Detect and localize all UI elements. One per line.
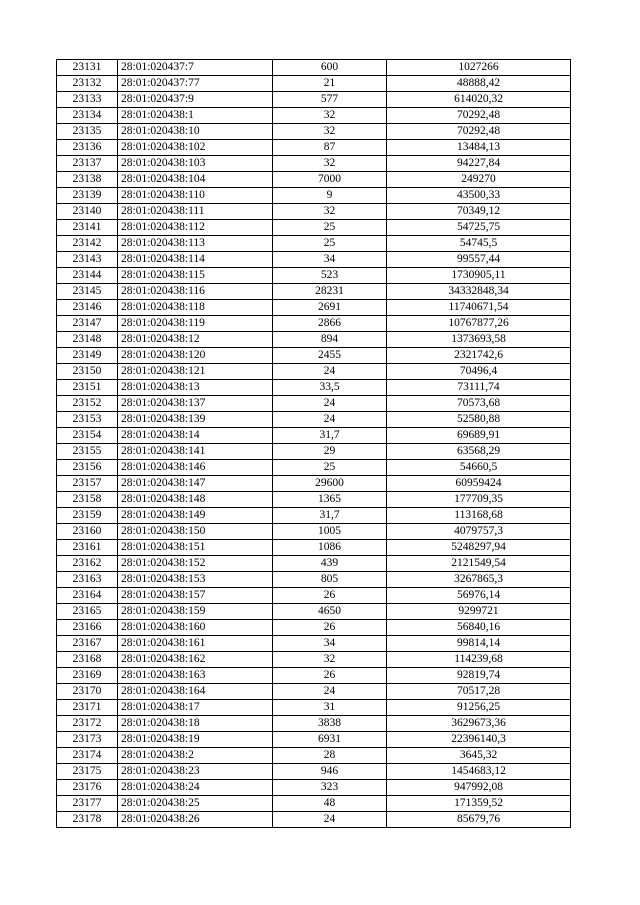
- cadastral-number-cell: 28:01:020438:115: [118, 268, 273, 284]
- table-row: [57, 332, 571, 348]
- row-number-cell: 23132: [57, 76, 118, 92]
- table-row: [57, 508, 571, 524]
- cadastral-value-cell: 947992,08: [387, 780, 571, 796]
- row-number-cell: 23169: [57, 668, 118, 684]
- row-number-cell: 23146: [57, 300, 118, 316]
- cadastral-value-cell: 48888,42: [387, 76, 571, 92]
- row-number-cell: 23162: [57, 556, 118, 572]
- cadastral-value-cell: 56976,14: [387, 588, 571, 604]
- row-number-cell: 23159: [57, 508, 118, 524]
- cadastral-value-cell: 10767877,26: [387, 316, 571, 332]
- area-cell: 29: [273, 444, 387, 460]
- cadastral-value-cell: 60959424: [387, 476, 571, 492]
- table-row: [57, 92, 571, 108]
- cadastral-number-cell: 28:01:020438:113: [118, 236, 273, 252]
- area-cell: 32: [273, 204, 387, 220]
- table-row: [57, 492, 571, 508]
- row-number-cell: 23137: [57, 156, 118, 172]
- row-number-cell: 23144: [57, 268, 118, 284]
- table-row: [57, 524, 571, 540]
- table-row: [57, 412, 571, 428]
- table-row: [57, 668, 571, 684]
- row-number-cell: 23167: [57, 636, 118, 652]
- table-row: [57, 812, 571, 828]
- row-number-cell: 23165: [57, 604, 118, 620]
- cadastral-value-cell: 34332848,34: [387, 284, 571, 300]
- table-row: [57, 380, 571, 396]
- cadastral-number-cell: 28:01:020438:149: [118, 508, 273, 524]
- table-row: [57, 556, 571, 572]
- row-number-cell: 23140: [57, 204, 118, 220]
- cadastral-value-cell: 9299721: [387, 604, 571, 620]
- cadastral-number-cell: 28:01:020438:2: [118, 748, 273, 764]
- row-number-cell: 23172: [57, 716, 118, 732]
- cadastral-value-cell: 614020,32: [387, 92, 571, 108]
- row-number-cell: 23163: [57, 572, 118, 588]
- table-row: [57, 636, 571, 652]
- cadastral-number-cell: 28:01:020438:111: [118, 204, 273, 220]
- cadastral-value-cell: 249270: [387, 172, 571, 188]
- table-row: [57, 348, 571, 364]
- cadastral-value-cell: 70573,68: [387, 396, 571, 412]
- area-cell: 24: [273, 684, 387, 700]
- area-cell: 4650: [273, 604, 387, 620]
- table-row: [57, 428, 571, 444]
- row-number-cell: 23134: [57, 108, 118, 124]
- area-cell: 28: [273, 748, 387, 764]
- row-number-cell: 23160: [57, 524, 118, 540]
- row-number-cell: 23147: [57, 316, 118, 332]
- table-row: [57, 140, 571, 156]
- table-row: [57, 396, 571, 412]
- table-row: [57, 476, 571, 492]
- cadastral-value-cell: 70349,12: [387, 204, 571, 220]
- area-cell: 25: [273, 460, 387, 476]
- area-cell: 600: [273, 60, 387, 76]
- cadastral-number-cell: 28:01:020438:163: [118, 668, 273, 684]
- table-row: [57, 604, 571, 620]
- cadastral-number-cell: 28:01:020438:141: [118, 444, 273, 460]
- row-number-cell: 23151: [57, 380, 118, 396]
- area-cell: 31,7: [273, 428, 387, 444]
- cadastral-number-cell: 28:01:020438:162: [118, 652, 273, 668]
- table-row: [57, 316, 571, 332]
- table-row: [57, 764, 571, 780]
- cadastral-number-cell: 28:01:020438:14: [118, 428, 273, 444]
- table-row: [57, 684, 571, 700]
- row-number-cell: 23133: [57, 92, 118, 108]
- row-number-cell: 23177: [57, 796, 118, 812]
- area-cell: 577: [273, 92, 387, 108]
- area-cell: 2455: [273, 348, 387, 364]
- cadastral-number-cell: 28:01:020438:12: [118, 332, 273, 348]
- table-row: [57, 796, 571, 812]
- area-cell: 32: [273, 652, 387, 668]
- area-cell: 32: [273, 124, 387, 140]
- table-row: [57, 732, 571, 748]
- cadastral-number-cell: 28:01:020438:161: [118, 636, 273, 652]
- area-cell: 24: [273, 812, 387, 828]
- cadastral-value-cell: 73111,74: [387, 380, 571, 396]
- row-number-cell: 23164: [57, 588, 118, 604]
- table-row: [57, 652, 571, 668]
- area-cell: 31,7: [273, 508, 387, 524]
- cadastral-number-cell: 28:01:020438:13: [118, 380, 273, 396]
- cadastral-number-cell: 28:01:020438:160: [118, 620, 273, 636]
- table-row: [57, 252, 571, 268]
- cadastral-value-cell: 13484,13: [387, 140, 571, 156]
- cadastral-number-cell: 28:01:020438:103: [118, 156, 273, 172]
- table-row: [57, 300, 571, 316]
- row-number-cell: 23148: [57, 332, 118, 348]
- area-cell: 34: [273, 636, 387, 652]
- cadastral-number-cell: 28:01:020438:25: [118, 796, 273, 812]
- row-number-cell: 23156: [57, 460, 118, 476]
- cadastral-value-cell: 1454683,12: [387, 764, 571, 780]
- row-number-cell: 23158: [57, 492, 118, 508]
- table-row: [57, 716, 571, 732]
- cadastral-value-cell: 70292,48: [387, 124, 571, 140]
- table-row: [57, 572, 571, 588]
- cadastral-value-cell: 92819,74: [387, 668, 571, 684]
- row-number-cell: 23145: [57, 284, 118, 300]
- cadastral-value-cell: 91256,25: [387, 700, 571, 716]
- row-number-cell: 23138: [57, 172, 118, 188]
- area-cell: 946: [273, 764, 387, 780]
- area-cell: 29600: [273, 476, 387, 492]
- area-cell: 894: [273, 332, 387, 348]
- cadastral-value-table: [56, 59, 571, 828]
- cadastral-number-cell: 28:01:020438:148: [118, 492, 273, 508]
- table-row: [57, 124, 571, 140]
- cadastral-value-cell: 43500,33: [387, 188, 571, 204]
- cadastral-number-cell: 28:01:020438:116: [118, 284, 273, 300]
- cadastral-number-cell: 28:01:020438:157: [118, 588, 273, 604]
- cadastral-value-cell: 69689,91: [387, 428, 571, 444]
- area-cell: 34: [273, 252, 387, 268]
- cadastral-value-cell: 171359,52: [387, 796, 571, 812]
- cadastral-value-cell: 11740671,54: [387, 300, 571, 316]
- area-cell: 24: [273, 412, 387, 428]
- table-row: [57, 748, 571, 764]
- cadastral-number-cell: 28:01:020437:9: [118, 92, 273, 108]
- row-number-cell: 23166: [57, 620, 118, 636]
- cadastral-value-cell: 52580,88: [387, 412, 571, 428]
- area-cell: 26: [273, 668, 387, 684]
- cadastral-number-cell: 28:01:020438:26: [118, 812, 273, 828]
- row-number-cell: 23152: [57, 396, 118, 412]
- row-number-cell: 23174: [57, 748, 118, 764]
- cadastral-number-cell: 28:01:020438:10: [118, 124, 273, 140]
- row-number-cell: 23157: [57, 476, 118, 492]
- area-cell: 21: [273, 76, 387, 92]
- row-number-cell: 23155: [57, 444, 118, 460]
- cadastral-number-cell: 28:01:020438:17: [118, 700, 273, 716]
- cadastral-value-cell: 99557,44: [387, 252, 571, 268]
- row-number-cell: 23178: [57, 812, 118, 828]
- cadastral-number-cell: 28:01:020438:146: [118, 460, 273, 476]
- area-cell: 439: [273, 556, 387, 572]
- cadastral-number-cell: 28:01:020438:120: [118, 348, 273, 364]
- area-cell: 1005: [273, 524, 387, 540]
- cadastral-number-cell: 28:01:020438:153: [118, 572, 273, 588]
- cadastral-value-cell: 3629673,36: [387, 716, 571, 732]
- cadastral-number-cell: 28:01:020437:7: [118, 60, 273, 76]
- cadastral-number-cell: 28:01:020438:118: [118, 300, 273, 316]
- area-cell: 26: [273, 588, 387, 604]
- table-row: [57, 444, 571, 460]
- cadastral-value-cell: 1373693,58: [387, 332, 571, 348]
- area-cell: 31: [273, 700, 387, 716]
- row-number-cell: 23149: [57, 348, 118, 364]
- table-row: [57, 172, 571, 188]
- cadastral-number-cell: 28:01:020438:150: [118, 524, 273, 540]
- row-number-cell: 23176: [57, 780, 118, 796]
- table-row: [57, 220, 571, 236]
- cadastral-number-cell: 28:01:020438:102: [118, 140, 273, 156]
- table-row: [57, 588, 571, 604]
- cadastral-value-cell: 177709,35: [387, 492, 571, 508]
- cadastral-value-cell: 54745,5: [387, 236, 571, 252]
- table-row: [57, 236, 571, 252]
- row-number-cell: 23136: [57, 140, 118, 156]
- row-number-cell: 23171: [57, 700, 118, 716]
- area-cell: 33,5: [273, 380, 387, 396]
- area-cell: 3838: [273, 716, 387, 732]
- cadastral-number-cell: 28:01:020438:152: [118, 556, 273, 572]
- table-row: [57, 620, 571, 636]
- cadastral-value-cell: 56840,16: [387, 620, 571, 636]
- cadastral-number-cell: 28:01:020438:121: [118, 364, 273, 380]
- table-row: [57, 204, 571, 220]
- cadastral-value-cell: 2321742,6: [387, 348, 571, 364]
- area-cell: 1086: [273, 540, 387, 556]
- table-row: [57, 60, 571, 76]
- row-number-cell: 23153: [57, 412, 118, 428]
- cadastral-number-cell: 28:01:020438:1: [118, 108, 273, 124]
- cadastral-number-cell: 28:01:020438:119: [118, 316, 273, 332]
- table-row: [57, 364, 571, 380]
- area-cell: 25: [273, 220, 387, 236]
- row-number-cell: 23143: [57, 252, 118, 268]
- table-row: [57, 156, 571, 172]
- area-cell: 1365: [273, 492, 387, 508]
- cadastral-number-cell: 28:01:020437:77: [118, 76, 273, 92]
- cadastral-value-cell: 70517,28: [387, 684, 571, 700]
- cadastral-number-cell: 28:01:020438:104: [118, 172, 273, 188]
- table-row: [57, 700, 571, 716]
- cadastral-number-cell: 28:01:020438:114: [118, 252, 273, 268]
- row-number-cell: 23173: [57, 732, 118, 748]
- cadastral-value-cell: 3645,32: [387, 748, 571, 764]
- cadastral-value-cell: 54725,75: [387, 220, 571, 236]
- cadastral-number-cell: 28:01:020438:19: [118, 732, 273, 748]
- area-cell: 32: [273, 108, 387, 124]
- cadastral-number-cell: 28:01:020438:18: [118, 716, 273, 732]
- area-cell: 25: [273, 236, 387, 252]
- cadastral-number-cell: 28:01:020438:110: [118, 188, 273, 204]
- table-body: [57, 60, 571, 828]
- row-number-cell: 23139: [57, 188, 118, 204]
- area-cell: 323: [273, 780, 387, 796]
- cadastral-value-cell: 1730905,11: [387, 268, 571, 284]
- table-row: [57, 540, 571, 556]
- row-number-cell: 23161: [57, 540, 118, 556]
- area-cell: 87: [273, 140, 387, 156]
- row-number-cell: 23135: [57, 124, 118, 140]
- row-number-cell: 23175: [57, 764, 118, 780]
- cadastral-value-cell: 3267865,3: [387, 572, 571, 588]
- area-cell: 48: [273, 796, 387, 812]
- row-number-cell: 23154: [57, 428, 118, 444]
- table-row: [57, 76, 571, 92]
- area-cell: 32: [273, 156, 387, 172]
- table-row: [57, 460, 571, 476]
- cadastral-value-cell: 94227,84: [387, 156, 571, 172]
- cadastral-value-cell: 4079757,3: [387, 524, 571, 540]
- cadastral-number-cell: 28:01:020438:24: [118, 780, 273, 796]
- cadastral-value-cell: 2121549,54: [387, 556, 571, 572]
- row-number-cell: 23142: [57, 236, 118, 252]
- cadastral-number-cell: 28:01:020438:151: [118, 540, 273, 556]
- cadastral-value-cell: 70496,4: [387, 364, 571, 380]
- cadastral-value-cell: 54660,5: [387, 460, 571, 476]
- cadastral-value-cell: 85679,76: [387, 812, 571, 828]
- row-number-cell: 23170: [57, 684, 118, 700]
- area-cell: 24: [273, 364, 387, 380]
- cadastral-value-cell: 22396140,3: [387, 732, 571, 748]
- table-row: [57, 284, 571, 300]
- cadastral-number-cell: 28:01:020438:137: [118, 396, 273, 412]
- area-cell: 805: [273, 572, 387, 588]
- cadastral-value-cell: 113168,68: [387, 508, 571, 524]
- cadastral-number-cell: 28:01:020438:139: [118, 412, 273, 428]
- area-cell: 523: [273, 268, 387, 284]
- area-cell: 24: [273, 396, 387, 412]
- area-cell: 28231: [273, 284, 387, 300]
- cadastral-value-cell: 99814,14: [387, 636, 571, 652]
- row-number-cell: 23141: [57, 220, 118, 236]
- cadastral-value-cell: 1027266: [387, 60, 571, 76]
- area-cell: 26: [273, 620, 387, 636]
- table-row: [57, 780, 571, 796]
- cadastral-number-cell: 28:01:020438:112: [118, 220, 273, 236]
- row-number-cell: 23168: [57, 652, 118, 668]
- cadastral-number-cell: 28:01:020438:159: [118, 604, 273, 620]
- area-cell: 9: [273, 188, 387, 204]
- row-number-cell: 23131: [57, 60, 118, 76]
- area-cell: 6931: [273, 732, 387, 748]
- area-cell: 2866: [273, 316, 387, 332]
- table-row: [57, 188, 571, 204]
- table-row: [57, 108, 571, 124]
- area-cell: 7000: [273, 172, 387, 188]
- table-row: [57, 268, 571, 284]
- cadastral-value-cell: 114239,68: [387, 652, 571, 668]
- cadastral-number-cell: 28:01:020438:23: [118, 764, 273, 780]
- area-cell: 2691: [273, 300, 387, 316]
- cadastral-number-cell: 28:01:020438:164: [118, 684, 273, 700]
- cadastral-value-cell: 70292,48: [387, 108, 571, 124]
- cadastral-value-cell: 63568,29: [387, 444, 571, 460]
- cadastral-value-cell: 5248297,94: [387, 540, 571, 556]
- row-number-cell: 23150: [57, 364, 118, 380]
- cadastral-number-cell: 28:01:020438:147: [118, 476, 273, 492]
